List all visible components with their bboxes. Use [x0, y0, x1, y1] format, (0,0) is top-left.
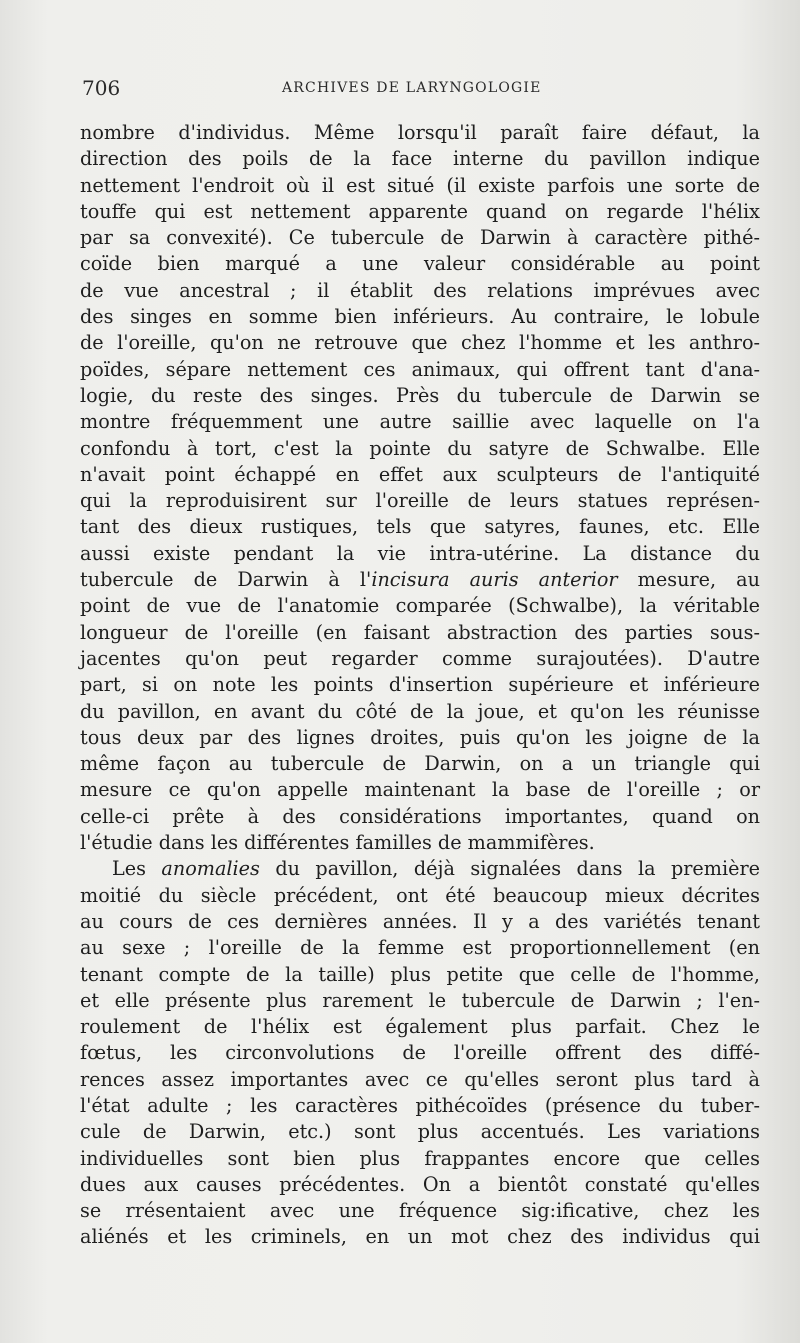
text-line: direction des poils de la face interne du pavillon indique: [80, 147, 760, 171]
text-line: au sexe ; l'oreille de la femme est proportionnellement (en: [80, 936, 760, 960]
text-line: tenant compte de la taille) plus petite que celle de l'homme,: [80, 962, 760, 986]
text-line: logie, du reste des singes. Près du tubercule de Darwin se: [80, 383, 760, 407]
text-line: poïdes, sépare nettement ces animaux, qui offrent tant d'ana-: [80, 357, 760, 381]
latin-term: incisura auris anterior: [371, 568, 618, 592]
text-line: coïde bien marqué a une valeur considérable au point: [80, 252, 760, 276]
text-line: touffe qui est nettement apparente quand on regarde l'hélix: [80, 199, 760, 223]
text-line: part, si on note les points d'insertion supérieure et inférieure: [80, 673, 760, 697]
running-title: ARCHIVES DE LARYNGOLOGIE: [282, 80, 542, 96]
text-line: au cours de ces dernières années. Il y a des variétés tenant: [80, 909, 760, 933]
body-text: [80, 120, 760, 1251]
text-line: de l'oreille, qu'on ne retrouve que chez l'homme et les anthro-: [80, 331, 760, 355]
text-line: tous deux par des lignes droites, puis qu'on les joigne de la: [80, 725, 760, 749]
text-line: tubercule de Darwin à l'incisura auris anterior mesure, au: [80, 568, 760, 592]
text-line: point de vue de l'anatomie comparée (Schwalbe), la véritable: [80, 594, 760, 618]
text-line: l'étudie dans les différentes familles de mammifères.: [80, 831, 595, 855]
text-line: aussi existe pendant la vie intra-utérine. La distance du: [80, 541, 760, 565]
text-line: montre fréquemment une autre saillie avec laquelle on l'a: [80, 410, 760, 434]
running-header: [82, 74, 772, 102]
text-line: longueur de l'oreille (en faisant abstraction des parties sous-: [80, 620, 760, 644]
text-line: par sa convexité). Ce tubercule de Darwin à caractère pithé-: [80, 226, 760, 250]
text-line: cule de Darwin, etc.) sont plus accentués. Les variations: [80, 1120, 760, 1144]
text-line: dues aux causes précédentes. On a bientôt constaté qu'elles: [80, 1172, 760, 1196]
page-number: 706: [82, 76, 121, 100]
text-line: du pavillon, en avant du côté de la joue, et qu'on les réunisse: [80, 699, 760, 723]
emphasized-term: anomalies: [161, 857, 260, 881]
text-line: l'état adulte ; les caractères pithécoïdes (présence du tuber-: [80, 1093, 760, 1117]
text-line: mesure ce qu'on appelle maintenant la base de l'oreille ; or: [80, 778, 760, 802]
text-line: nombre d'individus. Même lorsqu'il paraît faire défaut, la: [80, 121, 760, 144]
text-line: se rrésentaient avec une fréquence sig:ificative, chez les: [80, 1199, 760, 1223]
text-line: Les anomalies du pavillon, déjà signalées dans la première: [112, 857, 761, 881]
text-line: qui la reproduisirent sur l'oreille de leurs statues représen-: [80, 489, 760, 513]
text-line: roulement de l'hélix est également plus parfait. Chez le: [80, 1015, 760, 1039]
text-line: même façon au tubercule de Darwin, on a un triangle qui: [80, 752, 760, 776]
text-line: n'avait point échappé en effet aux sculpteurs de l'antiquité: [80, 462, 760, 486]
text-line: fœtus, les circonvolutions de l'oreille offrent des diffé-: [80, 1041, 760, 1065]
text-line: et elle présente plus rarement le tubercule de Darwin ; l'en-: [80, 988, 760, 1012]
text-line: rences assez importantes avec ce qu'elles seront plus tard à: [80, 1067, 760, 1091]
text-line: jacentes qu'on peut regarder comme surajoutées). D'autre: [80, 646, 760, 670]
text-line: aliénés et les criminels, en un mot chez des individus qui: [80, 1225, 760, 1249]
text-line: des singes en somme bien inférieurs. Au contraire, le lobule: [80, 305, 760, 329]
text-line: confondu à tort, c'est la pointe du satyre de Schwalbe. Elle: [80, 436, 760, 460]
text-line: individuelles sont bien plus frappantes encore que celles: [80, 1146, 760, 1170]
text-line: tant des dieux rustiques, tels que satyres, faunes, etc. Elle: [80, 515, 760, 539]
text-line: nettement l'endroit où il est situé (il existe parfois une sorte de: [80, 173, 760, 197]
text-line: moitié du siècle précédent, ont été beaucoup mieux décrites: [80, 883, 760, 907]
text-line: celle-ci prête à des considérations importantes, quand on: [80, 804, 760, 828]
text-line: de vue ancestral ; il établit des relations imprévues avec: [80, 278, 760, 302]
